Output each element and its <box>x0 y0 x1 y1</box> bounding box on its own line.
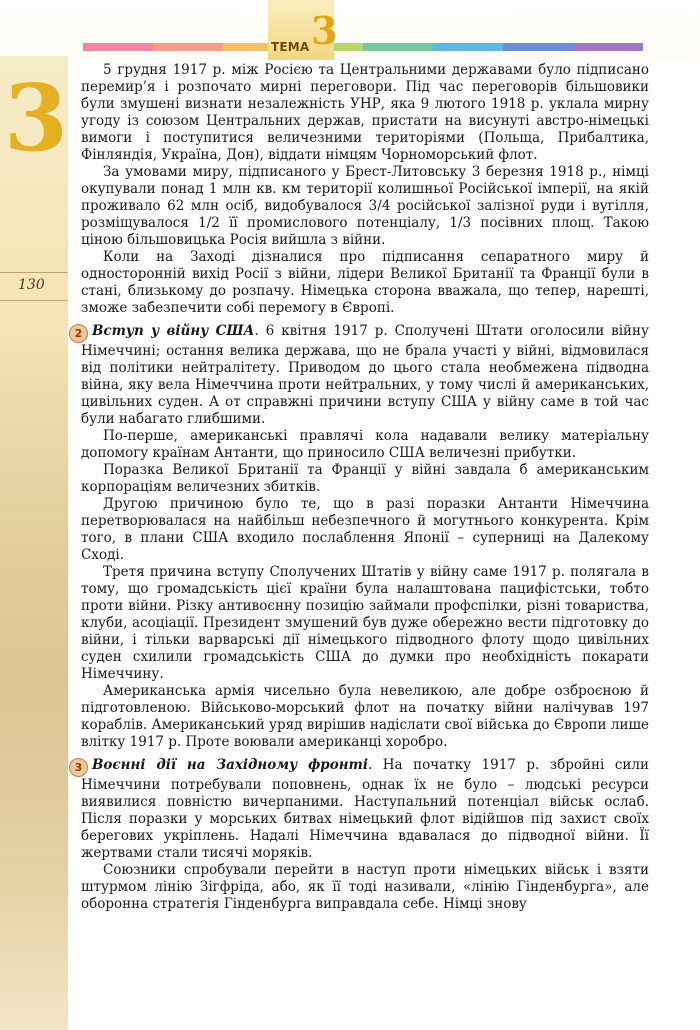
paragraph: Третя причина вступу Сполучених Штатів у війну саме 1917 р. полягала в тому, що громадськість цієї країни була налаштована пацифістськи, тобто проти війни. Різку антивоєнну позицію займали профспілки, різні товариства, клуби, асоціації. Президент змушений був дуже обережно вести підготовку до війни, і тільки варварські дії німецького підводного флоту щодо цивільних суден схилили громадськість США до думки про необхідність покарати Німеччину. <box>81 564 649 682</box>
header-color-stripes <box>83 43 643 51</box>
paragraph: Американська армія чисельно була невеликою, але добре озброєною й підготовленою. Військово-морський флот на початку війни налічував 197 кораблів. Американський уряд вирішив надіслати свої війська до Європи лише влітку 1917 р. Проте воювали американці хоробро. <box>81 683 649 750</box>
divider <box>0 300 68 301</box>
section-lead: . 6 квітня 1917 р. Сполучені Штати оголосили війну Німеччині; остання велика держава, що не брала участі у війні, відмовилася від політики нейтралітету. Приводом до цього стала необмежена підводна війна, яку вела Німеччина проти нейтральних, у тому числі й американських, цивільних суден. А от справжні причини вступу США у війну саме в той час були набагато глибшими. <box>81 323 649 427</box>
chapter-number: 3 <box>4 64 69 172</box>
stripe <box>153 43 223 51</box>
paragraph: 5 грудня 1917 р. між Росією та Центральними державами було підписано перемир’я і розпочато мирні переговори. Під час переговорів більшовики були змушені визнати незалежність УНР, яка 9 лютого 1918 р. уклала мирну угоду із союзом Центральних держав, пристати на висунуті австро-німецькі вимоги і поступитися величезними територіями (Польща, Прибалтика, Фінляндія, Україна, Дон), віддати німцям Чорноморський флот. <box>81 62 649 163</box>
section-marker: 3 <box>69 758 88 777</box>
section-2-intro <box>74 323 649 428</box>
paragraph: За умовами миру, підписаного у Брест-Литовську 3 березня 1918 р., німці окупували понад 1 млн кв. км території колишньої Російської імперії, на якій проживало 62 млн осіб, видобувалося 3/4 російської залізної руди і вугілля, розміщувалося 1/2 її промислового потенціалу, 1/3 посівних площ. Такою ціною більшовицька Росія вийшла з війни. <box>81 164 649 248</box>
paragraph: Поразка Великої Британії та Франції у війні завдала б американським корпораціям величезних збитків. <box>81 462 649 495</box>
stripe <box>433 43 503 51</box>
side-illustration <box>0 330 68 1030</box>
section-lead: . На початку 1917 р. збройні сили Німеччини потребували поповнень, однак їх не було – людські ресурси виявилися повністю вичерпаними. Наступальний потенціал військ ослаб. Після поразки у морських битвах німецький флот відійшов під захист своїх берегових укріплень. Надалі Німеччина вдавалася до підводної війни. Її жертвами стали тисячі моряків. <box>81 757 649 861</box>
page-number: 130 <box>18 277 45 293</box>
stripe <box>363 43 433 51</box>
header-band <box>0 0 700 60</box>
section-marker: 2 <box>69 324 88 343</box>
paragraph: Другою причиною було те, що в разі поразки Антанти Німеччина перетворювалася на найбільш небезпечного й могутнього конкурента. Крім того, в плани США входило послаблення Японії – суперниці на Далекому Сході. <box>81 496 649 563</box>
paragraph: Союзники спробували перейти в наступ проти німецьких військ і взяти штурмом лінію Зігфріда, або, як її тоді називали, «лінію Гінденбурга», але оборонна стратегія Гінденбурга виправдала себе. Німці знову <box>81 862 649 912</box>
paragraph: По-перше, американські правлячі кола надавали велику матеріальну допомогу країнам Антанти, що приносило США величезні прибутки. <box>81 428 649 461</box>
divider <box>0 272 68 273</box>
stripe <box>503 43 573 51</box>
section-3-intro <box>74 757 649 862</box>
section-heading: Вступ у війну США <box>92 323 255 339</box>
tema-number: 3 <box>311 8 338 53</box>
paragraph: Коли на Заході дізналися про підписання сепаратного миру й односторонній вихід Росії з війни, лідери Великої Британії та Франції були в стані, близькому до розпачу. Німецька сторона вважала, що тепер, нарешті, зможе забезпечити собі перемогу в Європі. <box>81 249 649 316</box>
stripe <box>83 43 153 51</box>
tema-label: ТЕМА <box>271 40 310 54</box>
body-text <box>74 62 649 913</box>
section-heading: Воєнні дії на Західному фронті <box>92 757 368 773</box>
stripe <box>573 43 643 51</box>
